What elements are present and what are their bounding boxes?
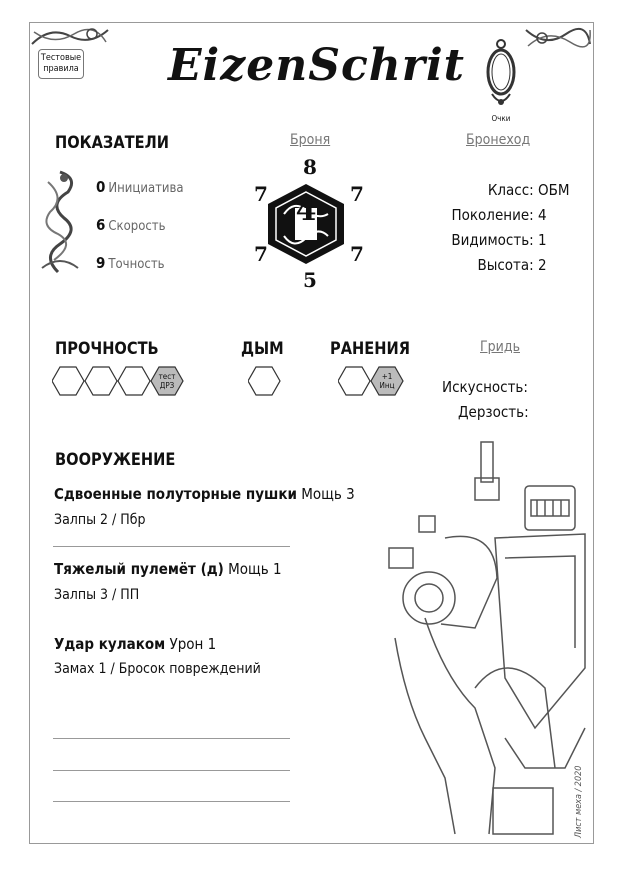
vehicle-row-height (420, 256, 570, 274)
smoke-heading: ДЫМ (241, 339, 284, 359)
weapon-2-title (54, 560, 282, 578)
vehicle-generation-value: 4 (538, 206, 547, 224)
wounds-cell-line-1: +1 (381, 372, 393, 381)
weapon-1-name: Сдвоенные полуторные пушки (54, 485, 297, 503)
stats-heading: ПОКАЗАТЕЛИ (55, 133, 169, 153)
grid-heading[interactable]: Гридь (480, 339, 520, 355)
durability-test-cell-label (151, 372, 183, 390)
points-amulet-icon (478, 38, 524, 116)
grid-skill-label: Искусность: (442, 378, 528, 396)
weapon-2-name: Тяжелый пулемёт (д) (54, 560, 224, 578)
durability-test-line-1: тест (158, 372, 176, 381)
weapons-heading: ВООРУЖЕНИЕ (55, 450, 176, 470)
stat-initiative (96, 178, 184, 196)
vehicle-row-generation (420, 206, 570, 224)
grid-daring-label: Дерзость: (458, 403, 529, 421)
armor-bottom-value: 5 (303, 268, 317, 292)
stat-speed (96, 216, 166, 234)
weapon-divider (53, 546, 290, 547)
stat-accuracy-label: Точность (108, 257, 165, 272)
weapon-2-desc: Залпы 3 / ПП (54, 587, 140, 603)
wounds-cell-line-2: Инц (379, 381, 395, 390)
wounds-heading: РАНЕНИЯ (330, 339, 410, 359)
armor-lower-right-value: 7 (350, 242, 364, 266)
sheet-footer-label: Лист меха / 2020 (574, 765, 584, 838)
armor-upper-right-value: 7 (350, 182, 364, 206)
vehicle-generation-label: Поколение: (451, 206, 534, 224)
wounds-cell (338, 367, 370, 395)
stat-speed-value: 6 (96, 216, 106, 234)
corner-knot-ornament-left (30, 24, 110, 50)
vehicle-class-label: Класс: (487, 181, 534, 199)
weapon-3-name: Удар кулаком (54, 635, 166, 653)
durability-heading: ПРОЧНОСТЬ (55, 339, 159, 359)
wounds-cell-label (371, 372, 403, 390)
vehicle-row-visibility (420, 231, 570, 249)
smoke-track (248, 366, 284, 396)
stat-accuracy-value: 9 (96, 254, 106, 272)
blank-line (53, 801, 290, 802)
dragon-knot-ornament (38, 168, 82, 278)
blank-line (53, 738, 290, 739)
vehicle-class-value: ОБМ (538, 181, 570, 199)
durability-cell (52, 367, 84, 395)
vehicle-row-class (420, 181, 570, 199)
stat-initiative-value: 0 (96, 178, 106, 196)
page-title: EizenSchrit (168, 40, 465, 91)
vehicle-visibility-value: 1 (538, 231, 547, 249)
durability-cell (85, 367, 117, 395)
badge-line-1: Тестовые (40, 53, 82, 63)
durability-cell (118, 367, 150, 395)
weapon-3-power: Урон 1 (169, 635, 217, 653)
armor-lower-left-value: 7 (254, 242, 268, 266)
blank-line (53, 770, 290, 771)
test-rules-badge (38, 49, 84, 79)
stat-initiative-label: Инициатива (108, 181, 184, 196)
vehicle-height-label: Высота: (477, 256, 534, 274)
vehicle-heading[interactable]: Бронеход (466, 132, 531, 148)
weapon-1-title (54, 485, 355, 503)
vehicle-visibility-label: Видимость: (451, 231, 534, 249)
weapon-3-desc: Замах 1 / Бросок повреждений (54, 661, 261, 677)
durability-test-line-2: ДРЗ (159, 381, 175, 390)
armor-center-value: 4 (295, 193, 317, 228)
vehicle-height-value: 2 (538, 256, 547, 274)
stat-accuracy (96, 254, 165, 272)
corner-knot-ornament-right (524, 24, 592, 54)
armor-upper-left-value: 7 (254, 182, 268, 206)
mech-illustration (385, 438, 593, 842)
points-label: Очки (491, 114, 511, 123)
armor-heading[interactable]: Броня (290, 132, 331, 148)
weapon-3-title (54, 635, 216, 653)
weapon-1-desc: Залпы 2 / Пбр (54, 512, 146, 528)
badge-line-2: правила (43, 64, 79, 74)
armor-top-value: 8 (303, 155, 317, 179)
smoke-cell (248, 367, 280, 395)
weapon-1-power: Мощь 3 (301, 485, 355, 503)
weapon-2-power: Мощь 1 (228, 560, 282, 578)
stat-speed-label: Скорость (108, 219, 166, 234)
